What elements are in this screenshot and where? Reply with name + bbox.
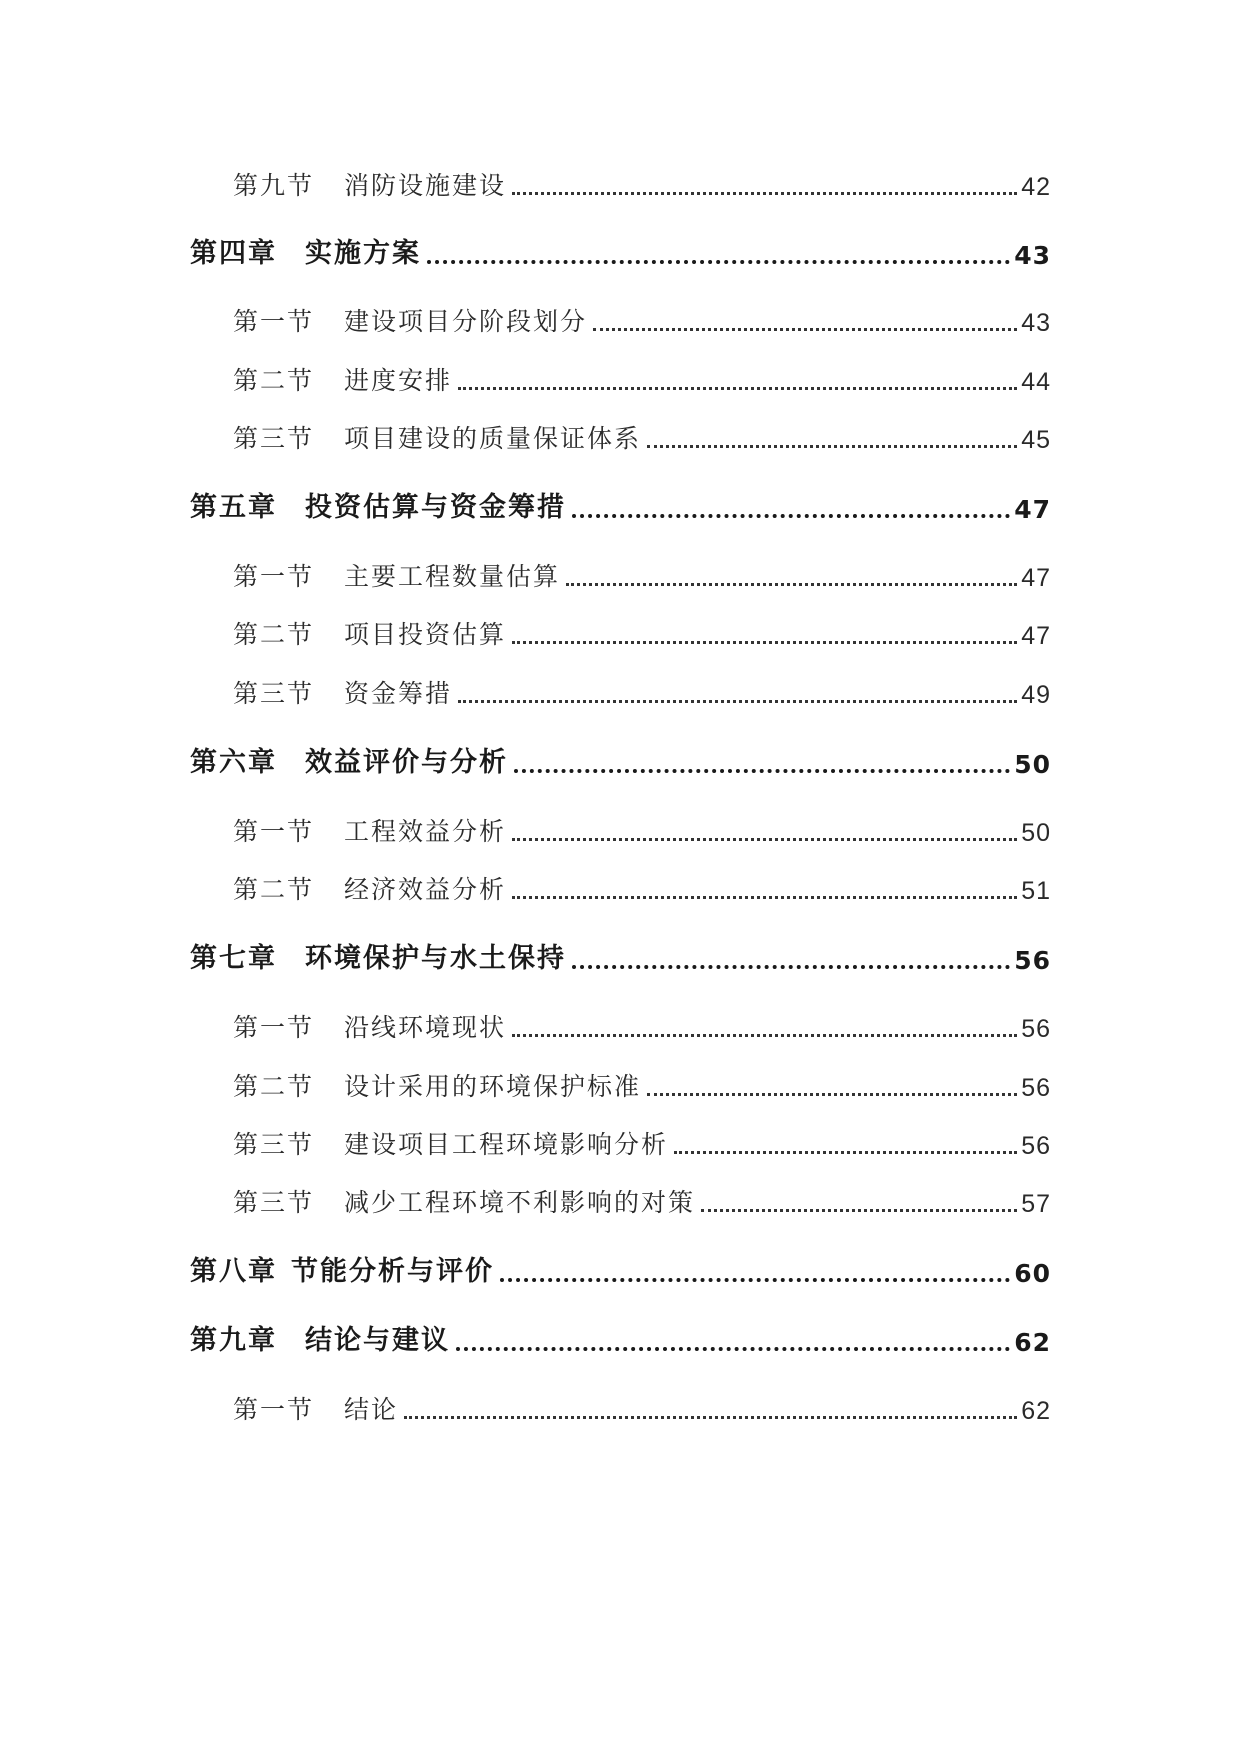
- toc-entry-number: 第二节: [233, 875, 315, 904]
- toc-entry-title: 节能分析与评价: [291, 1256, 494, 1287]
- toc-entry-page: 57: [1021, 1190, 1051, 1218]
- toc-entry-title: 项目投资估算: [344, 620, 507, 649]
- toc-entry-number: 第三节: [233, 679, 315, 708]
- toc-entry-page: 50: [1014, 750, 1051, 779]
- toc-entry[interactable]: [0, 1248, 1051, 1288]
- toc-entry-number: 第一节: [233, 817, 315, 846]
- toc-entry-title: 投资估算与资金筹措: [305, 492, 566, 523]
- toc-entry-title: 设计采用的环境保护标准: [344, 1072, 642, 1101]
- toc-entry-title: 效益评价与分析: [305, 747, 508, 778]
- dot-leader: [404, 1416, 1017, 1419]
- dot-leader: [458, 387, 1017, 390]
- toc-entry[interactable]: [0, 866, 1051, 906]
- toc-entry-number: 第二节: [233, 366, 315, 395]
- toc-entry-number: 第三节: [233, 1188, 315, 1217]
- dot-leader: [512, 1034, 1017, 1037]
- toc-entry[interactable]: [0, 230, 1051, 270]
- toc-entry-title: 沿线环境现状: [344, 1013, 507, 1042]
- toc-entry-title: 实施方案: [305, 238, 421, 269]
- toc-entry-number: 第一节: [233, 562, 315, 591]
- toc-entry-page: 42: [1021, 173, 1051, 201]
- toc-entry-title: 经济效益分析: [344, 875, 507, 904]
- toc-entry[interactable]: [0, 935, 1051, 975]
- toc-entry-title: 结论与建议: [305, 1325, 450, 1356]
- dot-leader: [514, 769, 1010, 773]
- toc-entry-title: 进度安排: [344, 366, 453, 395]
- toc-entry-number: 第六章: [190, 747, 277, 778]
- toc-entry-title: 消防设施建设: [344, 171, 507, 200]
- dot-leader: [512, 838, 1017, 841]
- dot-leader: [566, 583, 1017, 586]
- dot-leader: [647, 1093, 1017, 1096]
- toc-entry-page: 47: [1021, 564, 1051, 592]
- toc-entry-page: 47: [1021, 622, 1051, 650]
- toc-entry-title: 主要工程数量估算: [344, 562, 561, 591]
- toc-entry-number: 第三节: [233, 424, 315, 453]
- toc-entry[interactable]: [0, 611, 1051, 651]
- dot-leader: [456, 1347, 1010, 1351]
- dot-leader: [500, 1278, 1010, 1282]
- toc-entry-title: 结论: [344, 1395, 399, 1424]
- toc-entry-number: 第一节: [233, 1395, 315, 1424]
- toc-entry-number: 第一节: [233, 307, 315, 336]
- toc-entry-number: 第七章: [190, 943, 277, 974]
- toc-entry[interactable]: [0, 357, 1051, 397]
- toc-entry-number: 第二节: [233, 1072, 315, 1101]
- toc-entry-page: 56: [1014, 946, 1051, 975]
- toc-entry-page: 45: [1021, 426, 1051, 454]
- toc-entry-title: 工程效益分析: [344, 817, 507, 846]
- toc-entry-number: 第一节: [233, 1013, 315, 1042]
- toc-entry-page: 62: [1014, 1328, 1051, 1357]
- toc-entry[interactable]: [0, 739, 1051, 779]
- toc-entry[interactable]: [0, 1063, 1051, 1103]
- toc-entry-page: 43: [1014, 241, 1051, 270]
- toc-entry-number: 第二节: [233, 620, 315, 649]
- dot-leader: [572, 965, 1010, 969]
- toc-entry-title: 项目建设的质量保证体系: [344, 424, 642, 453]
- toc-entry-number: 第九节: [233, 171, 315, 200]
- toc-entry-title: 资金筹措: [344, 679, 453, 708]
- toc-entry-page: 62: [1021, 1397, 1051, 1425]
- toc-entry[interactable]: [0, 484, 1051, 524]
- dot-leader: [427, 260, 1010, 264]
- toc-entry[interactable]: [0, 415, 1051, 455]
- toc-entry[interactable]: [0, 808, 1051, 848]
- toc-entry-page: 43: [1021, 309, 1051, 337]
- dot-leader: [512, 192, 1017, 195]
- toc-entry[interactable]: [0, 1179, 1051, 1219]
- toc-entry-page: 56: [1021, 1132, 1051, 1160]
- toc-entry[interactable]: [0, 1121, 1051, 1161]
- toc-entry-page: 60: [1014, 1259, 1051, 1288]
- toc-entry-number: 第四章: [190, 238, 277, 269]
- dot-leader: [572, 514, 1010, 518]
- toc-entry-page: 56: [1021, 1015, 1051, 1043]
- dot-leader: [647, 445, 1017, 448]
- toc-entry-page: 47: [1014, 495, 1051, 524]
- toc-entry-page: 49: [1021, 681, 1051, 709]
- toc-entry[interactable]: [0, 298, 1051, 338]
- toc-entry-number: 第五章: [190, 492, 277, 523]
- toc-entry-title: 环境保护与水土保持: [305, 943, 566, 974]
- toc-entry-number: 第九章: [190, 1325, 277, 1356]
- dot-leader: [674, 1151, 1017, 1154]
- dot-leader: [701, 1209, 1017, 1212]
- toc-entry[interactable]: [0, 553, 1051, 593]
- toc-entry-page: 51: [1021, 877, 1051, 905]
- toc-entry-page: 56: [1021, 1074, 1051, 1102]
- toc-entry-page: 50: [1021, 819, 1051, 847]
- toc-entry[interactable]: [0, 1004, 1051, 1044]
- toc-entry[interactable]: [0, 1317, 1051, 1357]
- dot-leader: [458, 700, 1017, 703]
- toc-entry[interactable]: [0, 670, 1051, 710]
- toc-entry-number: 第三节: [233, 1130, 315, 1159]
- toc-entry-title: 建设项目工程环境影响分析: [344, 1130, 669, 1159]
- toc-entry[interactable]: [0, 1386, 1051, 1426]
- toc-entry-number: 第八章: [190, 1256, 277, 1287]
- toc-entry-page: 44: [1021, 368, 1051, 396]
- dot-leader: [593, 328, 1017, 331]
- dot-leader: [512, 641, 1017, 644]
- dot-leader: [512, 896, 1017, 899]
- toc-entry-title: 减少工程环境不利影响的对策: [344, 1188, 696, 1217]
- toc-entry-title: 建设项目分阶段划分: [344, 307, 588, 336]
- toc-entry[interactable]: [0, 162, 1051, 202]
